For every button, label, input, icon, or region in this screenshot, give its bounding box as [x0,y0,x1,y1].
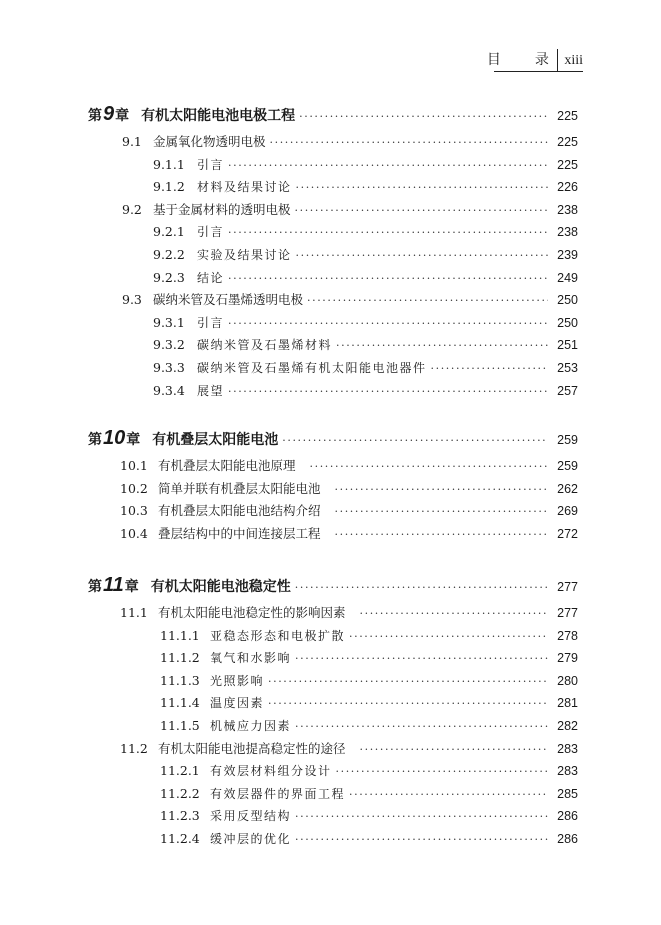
leader-dots [228,156,548,176]
subsection-number: 11.1.5 [160,718,200,733]
page-number: 281 [557,696,578,711]
subsection-number: 11.1.2 [160,650,200,666]
subsection-row[interactable] [153,222,578,242]
page-number: 259 [557,433,578,447]
subsection-title: 结论 [197,270,225,285]
leader-dots [336,762,548,782]
page-number: 251 [557,338,578,353]
page-number: 259 [557,459,578,473]
leader-dots [295,807,548,827]
leader-dots [335,480,548,500]
page-number: 225 [557,135,578,149]
section-number: 9.1 [122,134,142,149]
subsection-row[interactable] [153,155,578,175]
section-number: 11.1 [120,605,148,620]
subsection-title: 氧气和水影响 [210,651,292,666]
chapter-label-prefix: 第 [88,431,102,447]
chapter-label-prefix: 第 [88,107,102,123]
leader-dots [268,672,548,692]
leader-dots [228,269,548,289]
page-number: 278 [557,628,578,643]
section-number: 10.2 [120,480,148,496]
chapter-row[interactable] [88,428,578,448]
leader-dots [295,717,548,737]
leader-dots [295,649,548,669]
subsection-number: 11.1.3 [160,672,200,688]
subsection-number: 9.2.1 [153,224,185,240]
leader-dots [310,457,548,477]
chapter-title: 有机叠层太阳能电池 [152,431,279,447]
page-number: 238 [557,225,578,240]
subsection-title: 实验及结果讨论 [197,248,292,262]
subsection-number: 9.2.3 [153,269,185,285]
leader-dots [296,246,548,266]
subsection-number: 9.1.2 [153,179,185,195]
subsection-row[interactable] [160,784,578,804]
subsection-row[interactable] [160,806,578,826]
chapter-label [88,104,129,125]
section-title: 金属氧化物透明电极 [153,134,266,149]
section-title: 简单并联有机叠层太阳能电池 [158,480,321,496]
page-number: 283 [557,741,578,756]
page-number: 277 [557,580,578,594]
subsection-title: 机械应力因素 [210,719,292,733]
subsection-title: 展望 [197,383,225,398]
chapter-title: 有机太阳能电池稳定性 [150,578,291,594]
leader-dots [335,525,548,545]
page-number: 285 [557,786,578,801]
section-row[interactable] [122,200,578,220]
leader-dots [228,314,548,334]
page-number: 282 [557,719,578,733]
page-number: 283 [557,764,578,779]
subsection-row[interactable] [160,716,578,736]
chapter-label-suffix: 章 [124,578,139,594]
page-number: 262 [557,481,578,496]
chapter-number: 9 [103,103,115,125]
leader-dots [228,382,548,402]
section-number: 10.1 [120,458,148,473]
subsection-number: 9.3.4 [153,382,185,398]
section-row[interactable] [120,603,578,623]
page-number: 250 [557,293,578,308]
header-title [487,49,555,71]
subsection-number: 9.3.2 [153,337,185,353]
chapter-label [88,575,139,596]
leader-dots [360,740,548,760]
page-number: 286 [557,809,578,824]
page-number: 277 [557,606,578,620]
chapter-title: 有机太阳能电池电极工程 [141,107,296,123]
chapter-number: 10 [103,427,126,449]
section-title: 有机叠层太阳能电池结构介绍 [158,503,321,519]
page-number: 239 [557,248,578,262]
subsection-number: 11.1.1 [160,627,200,643]
subsection-number: 11.1.4 [160,695,200,711]
leader-dots [360,604,548,624]
section-number: 9.2 [122,201,142,217]
subsection-title: 碳纳米管及石墨烯有机太阳能电池器件 [197,361,427,375]
section-row[interactable] [120,524,578,544]
subsection-number: 9.1.1 [153,156,185,172]
subsection-row[interactable] [160,829,578,849]
section-title: 叠层结构中的中间连接层工程 [158,525,321,541]
subsection-number: 9.2.2 [153,247,185,262]
subsection-title: 采用反型结构 [210,809,292,824]
leader-dots [296,178,548,198]
leader-dots [295,578,548,598]
running-header [487,49,583,71]
section-row[interactable] [120,479,578,499]
section-title: 碳纳米管及石墨烯透明电极 [153,292,304,308]
section-title: 有机叠层太阳能电池原理 [158,458,296,473]
page-number: 250 [557,315,578,330]
page-number: 225 [557,109,578,123]
section-number: 9.3 [122,292,142,308]
page-number: 279 [557,651,578,666]
subsection-row[interactable] [160,693,578,713]
subsection-row[interactable] [160,761,578,781]
header-page-number: xiii [564,53,583,68]
page-number: 226 [557,180,578,195]
chapter-label [88,428,140,449]
subsection-number: 11.2.2 [160,785,200,801]
subsection-row[interactable] [153,381,578,401]
subsection-row[interactable] [153,313,578,333]
chapter-label-prefix: 第 [88,578,102,594]
subsection-title: 有效层器件的界面工程 [210,786,346,801]
leader-dots [270,133,548,153]
chapter-number: 11 [103,574,124,596]
leader-dots [299,107,548,127]
subsection-row[interactable] [153,268,578,288]
subsection-title: 碳纳米管及石墨烯材料 [197,338,333,353]
page-number: 238 [557,202,578,217]
page-number: 249 [557,270,578,285]
page-number: 286 [557,832,578,846]
section-number: 10.4 [120,525,148,541]
subsection-row[interactable] [153,335,578,355]
leader-dots [349,627,548,647]
subsection-title: 引言 [197,225,225,240]
leader-dots [282,431,548,451]
subsection-title: 温度因素 [210,696,265,711]
subsection-row[interactable] [153,245,578,265]
section-title: 有机太阳能电池稳定性的影响因素 [158,605,346,620]
subsection-title: 引言 [197,157,225,172]
leader-dots [307,291,548,311]
subsection-number: 11.2.1 [160,763,200,779]
section-row[interactable] [120,739,578,759]
page-number: 253 [557,361,578,375]
section-number: 10.3 [120,503,148,519]
header-rule [494,71,583,72]
section-row[interactable] [122,132,578,152]
section-row[interactable] [120,456,578,476]
chapter-row[interactable] [88,104,578,124]
page-number: 269 [557,504,578,519]
page-number: 272 [557,526,578,541]
subsection-number: 11.2.4 [160,831,200,846]
chapter-label-suffix: 章 [115,107,130,123]
leader-dots [349,785,548,805]
leader-dots [295,830,548,850]
subsection-row[interactable] [160,626,578,646]
section-title: 基于金属材料的透明电极 [153,201,291,217]
leader-dots [295,201,548,221]
subsection-row[interactable] [153,358,578,378]
subsection-title: 材料及结果讨论 [197,180,292,195]
subsection-title: 有效层材料组分设计 [210,764,332,779]
section-row[interactable] [122,290,578,310]
header-divider [557,49,559,71]
leader-dots [335,502,548,522]
subsection-row[interactable] [160,671,578,691]
section-row[interactable] [120,501,578,521]
leader-dots [336,336,548,356]
chapter-label-suffix: 章 [126,431,141,447]
page-number: 280 [557,673,578,688]
leader-dots [228,223,548,243]
subsection-number: 9.3.3 [153,360,185,375]
leader-dots [431,359,548,379]
section-title: 有机太阳能电池提高稳定性的途径 [158,740,346,756]
leader-dots [268,694,548,714]
subsection-title: 亚稳态形态和电极扩散 [210,628,346,643]
subsection-title: 光照影响 [210,673,265,688]
header-title-left: 目 [486,52,503,68]
subsection-row[interactable] [153,177,578,197]
chapter-row[interactable] [88,575,578,595]
page-number: 225 [557,157,578,172]
page-number: 257 [557,383,578,398]
subsection-number: 11.2.3 [160,808,200,824]
header-title-right: 录 [534,52,551,68]
subsection-number: 9.3.1 [153,314,185,330]
section-number: 11.2 [120,740,148,756]
subsection-title: 引言 [197,315,225,330]
subsection-row[interactable] [160,648,578,668]
subsection-title: 缓冲层的优化 [210,832,292,846]
